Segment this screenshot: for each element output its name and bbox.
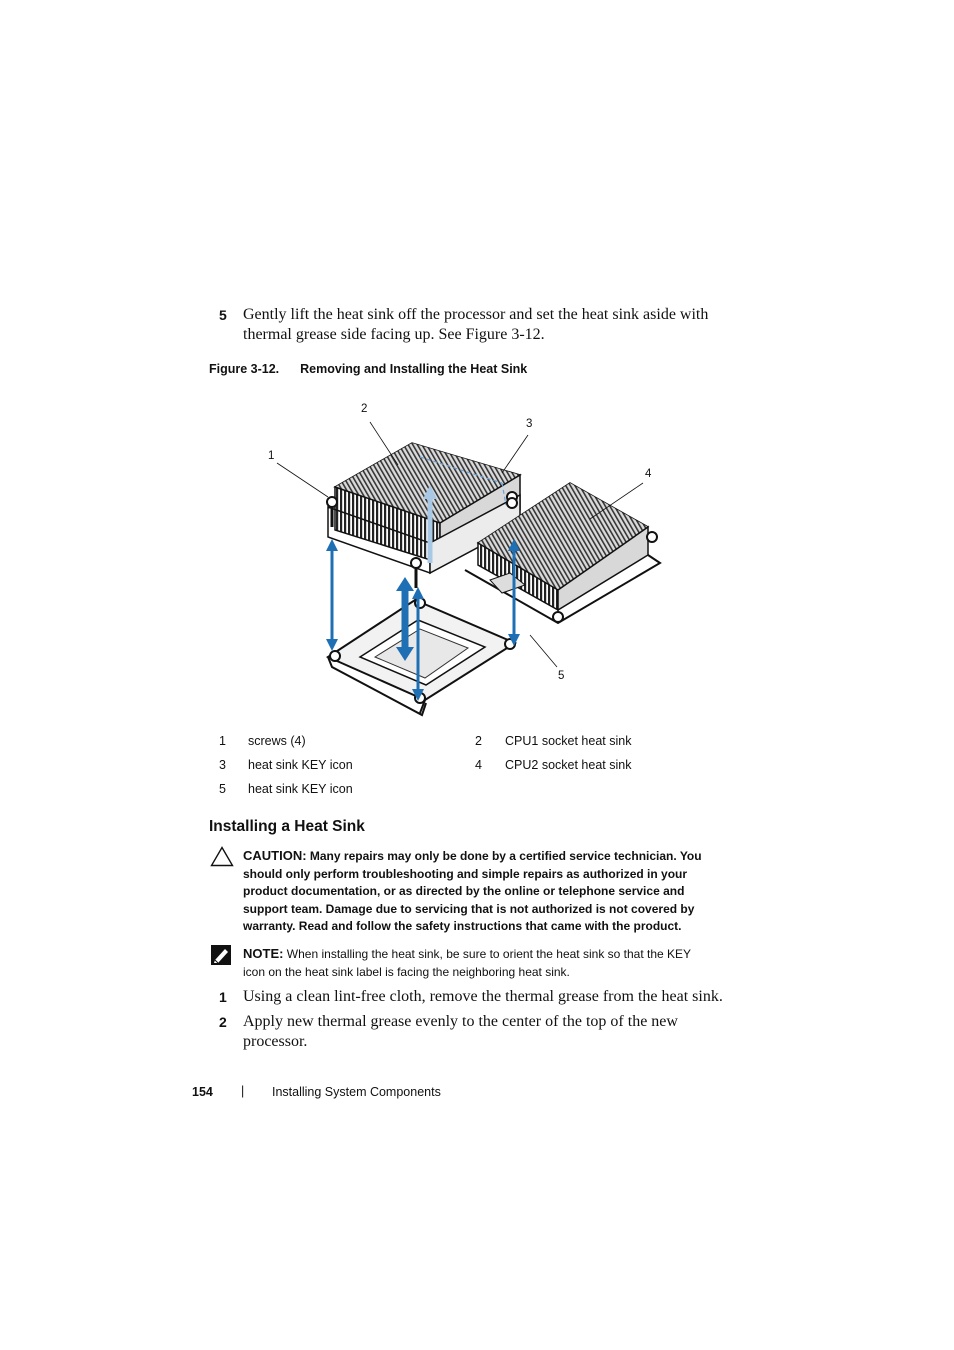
step-text [243, 305, 743, 345]
figure-caption [209, 362, 527, 376]
step-number: 1 [219, 989, 227, 1005]
section-heading: Installing a Heat Sink [209, 818, 365, 835]
callout-4: 4 [645, 468, 652, 480]
step-text-line: Gently lift the heat sink off the processor and set the heat sink aside with [243, 306, 709, 323]
step-text-line: Using a clean lint-free cloth, remove the thermal grease from the heat sink. [243, 988, 723, 1005]
step-text [243, 1012, 743, 1052]
figure-label: Figure 3-12. [209, 362, 280, 376]
step-text-line: Apply new thermal grease evenly to the center of the top of the new [243, 1013, 678, 1030]
footer-separator: | [241, 1084, 245, 1098]
legend-num: 1 [219, 734, 226, 748]
legend-label: heat sink KEY icon [248, 782, 353, 796]
callout-1: 1 [268, 450, 275, 462]
note-label: NOTE: [243, 946, 284, 961]
caution-text: Many repairs may only be done by a certified service technician. You [309, 849, 702, 863]
heat-sink-illustration [240, 395, 720, 725]
step-number: 2 [219, 1014, 227, 1030]
caution-block [243, 847, 743, 936]
step-text [243, 987, 743, 1007]
legend-label: CPU1 socket heat sink [505, 734, 632, 748]
caution-text: support team. Damage due to servicing that is not authorized is not covered by [243, 901, 695, 916]
legend-num: 5 [219, 782, 226, 796]
note-text: icon on the heat sink label is facing the neighboring heat sink. [243, 964, 570, 979]
caution-text: warranty. Read and follow the safety instructions that came with the product. [243, 919, 682, 933]
figure-title: Removing and Installing the Heat Sink [300, 362, 528, 376]
note-text: When installing the heat sink, be sure to orient the heat sink so that the KEY [286, 947, 692, 961]
cpu-socket [328, 598, 515, 715]
legend-label: CPU2 socket heat sink [505, 758, 632, 772]
legend-label: heat sink KEY icon [248, 758, 353, 772]
note-pencil-icon [210, 944, 232, 966]
callout-2: 2 [361, 403, 368, 415]
callout-5: 5 [558, 670, 565, 682]
callout-3: 3 [526, 418, 533, 430]
caution-label: CAUTION: [243, 848, 307, 863]
caution-text: product documentation, or as directed by the online or telephone service and [243, 884, 685, 898]
step-text-line: processor. [243, 1033, 308, 1050]
step-number: 5 [219, 307, 227, 323]
caution-text: should only perform troubleshooting and simple repairs as authorized in your [243, 866, 688, 881]
footer-section: Installing System Components [272, 1085, 441, 1099]
legend-num: 4 [475, 758, 482, 772]
note-block [243, 945, 743, 981]
legend-num: 3 [219, 758, 226, 772]
legend-label: screws (4) [248, 734, 306, 748]
step-text-line: thermal grease side facing up. See Figure 3-12. [243, 326, 545, 343]
page-number: 154 [192, 1085, 213, 1099]
legend-num: 2 [475, 734, 482, 748]
caution-icon [210, 846, 234, 867]
